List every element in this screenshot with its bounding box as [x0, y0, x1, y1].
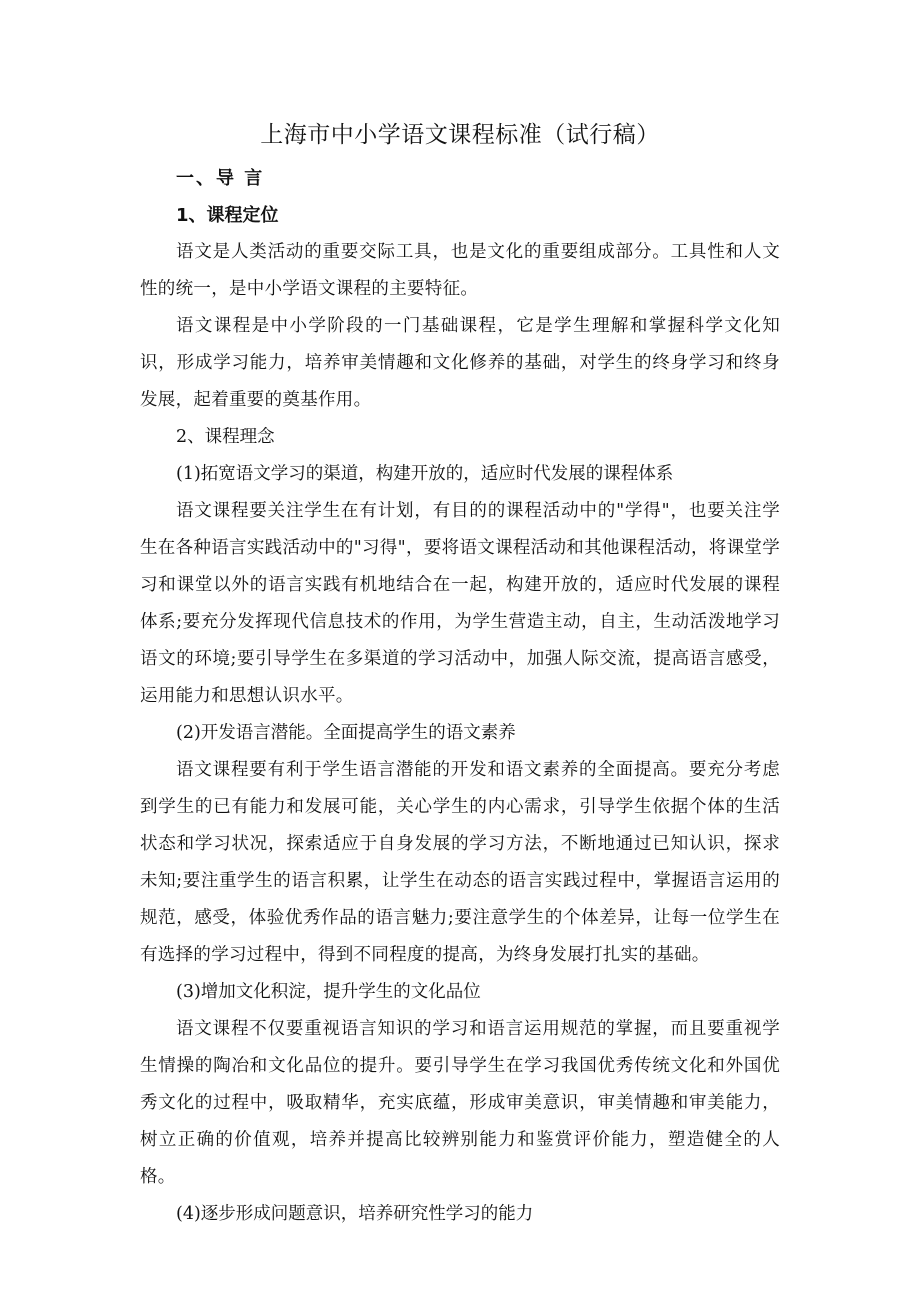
paragraph: 语文课程要有利于学生语言潜能的开发和语文素养的全面提高。要充分考虑到学生的已有能力和发展可能，关心学生的内心需求，引导学生依据个体的生活状态和学习状况，探索适应于自身发展的学习方法，不断地通过已知认识，探求未知;要注重学生的语言积累，让学生在动态的语言实践过程中，掌握语言运用的规范，感受，体验优秀作品的语言魅力;要注意学生的个体差异，让每一位学生在有选择的学习过程中，得到不同程度的提高，为终身发展打扎实的基础。	[140, 760, 780, 965]
section-heading: 一、导 言	[176, 168, 265, 189]
paragraph: 语文课程要关注学生在有计划，有目的的课程活动中的"学得"，也要关注学生在各种语言实践活动中的"习得"，要将语文课程活动和其他课程活动，将课堂学习和课堂以外的语言实践有机地结合在一起，构建开放的，适应时代发展的课程体系;要充分发挥现代信息技术的作用，为学生营造主动，自主，生动活泼地学习语文的环境;要引导学生在多渠道的学习活动中，加强人际交流，提高语言感受，运用能力和思想认识水平。	[140, 501, 780, 706]
paragraph: 语文课程不仅要重视语言知识的学习和语言运用规范的掌握，而且要重视学生情操的陶冶和文化品位的提升。要引导学生在学习我国优秀传统文化和外国优秀文化的过程中，吸取精华，充实底蕴，形成审美意识，审美情趣和审美能力，树立正确的价值观，培养并提高比较辨别能力和鉴赏评价能力，塑造健全的人格。	[140, 1019, 780, 1187]
paragraph: 语文是人类活动的重要交际工具，也是文化的重要组成部分。工具性和人文性的统一，是中小学语文课程的主要特征。	[140, 242, 780, 299]
subsection-heading: 1、课程定位	[176, 205, 279, 226]
item-heading: (4)逐步形成问题意识，培养研究性学习的能力	[176, 1204, 534, 1224]
paragraph: 语文课程是中小学阶段的一门基础课程，它是学生理解和掌握科学文化知识，形成学习能力，培养审美情趣和文化修养的基础，对学生的终身学习和终身发展，起着重要的奠基作用。	[140, 316, 780, 410]
subsection-heading: 2、课程理念	[176, 427, 275, 447]
item-heading: (1)拓宽语文学习的渠道，构建开放的，适应时代发展的课程体系	[176, 464, 674, 484]
page-title: 上海市中小学语文课程标准（试行稿）	[260, 122, 660, 148]
body-text-block	[140, 234, 780, 1233]
item-heading: (3)增加文化积淀，提升学生的文化品位	[176, 982, 481, 1002]
item-heading: (2)开发语言潜能。全面提高学生的语文素养	[176, 723, 516, 743]
